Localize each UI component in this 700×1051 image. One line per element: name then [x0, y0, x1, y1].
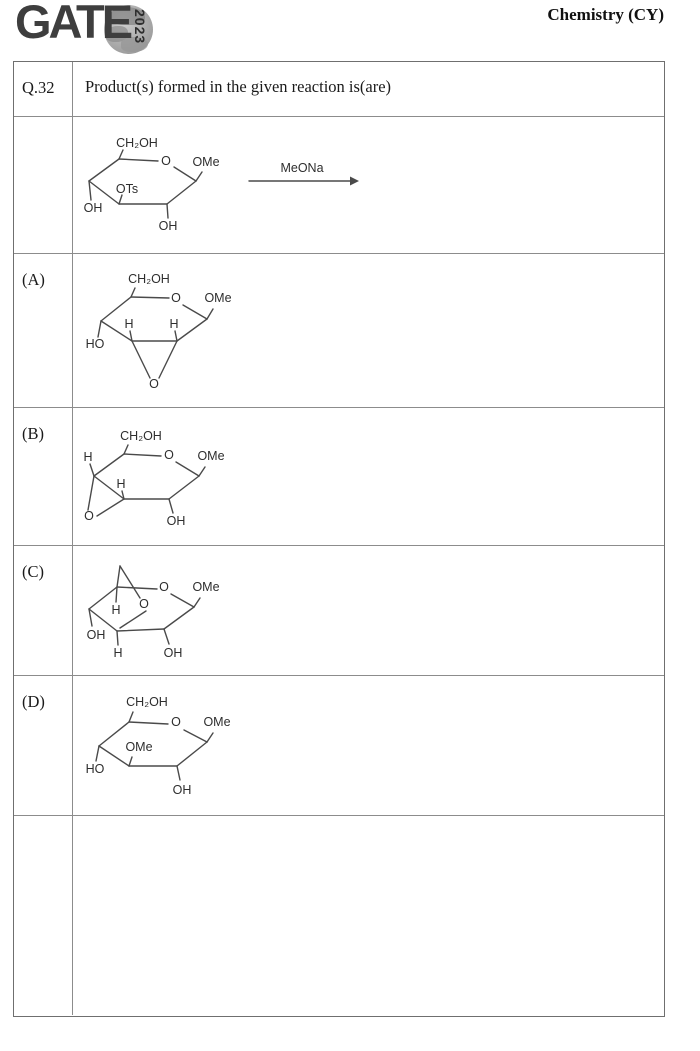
- empty-key-cell: [14, 816, 73, 1015]
- option-b-row: [14, 408, 664, 546]
- reaction-scheme-row: [14, 117, 664, 254]
- question-prompt: Product(s) formed in the given reaction is(are): [85, 77, 392, 96]
- h-top-label: H: [83, 450, 93, 464]
- empty-row: [14, 816, 664, 1015]
- ome-label: OMe: [192, 580, 220, 594]
- ring-oxygen-label: O: [161, 154, 171, 168]
- reaction-arrow: [249, 177, 359, 186]
- option-b-structure: [77, 424, 257, 536]
- option-b-key: (B): [14, 408, 73, 545]
- ho-label: HO: [85, 337, 105, 351]
- ome-label: OMe: [192, 155, 220, 169]
- ome-label: OMe: [204, 291, 232, 305]
- h-left-label: H: [111, 603, 121, 617]
- option-c-row: [14, 546, 664, 676]
- question-table: [13, 61, 665, 1017]
- oh-bottom-label: OH: [158, 219, 178, 233]
- option-a-row: [14, 254, 664, 408]
- option-a-key: (A): [14, 254, 73, 407]
- empty-key-cell: [14, 117, 73, 253]
- option-d-structure: [84, 694, 254, 804]
- oh-left-label: OH: [86, 628, 106, 642]
- ho-label: HO: [85, 762, 105, 776]
- paper-title: Chemistry (CY): [547, 5, 664, 24]
- ch2oh-label: CH₂OH: [116, 136, 158, 150]
- gate-logo-year: 2023: [132, 9, 148, 45]
- epoxide-oxygen-label: O: [84, 509, 94, 523]
- bond-lines: [88, 445, 205, 516]
- option-c-structure: [79, 557, 249, 669]
- ome-anomeric-label: OMe: [203, 715, 231, 729]
- h-left-label: H: [124, 317, 134, 331]
- ome-inner-label: OMe: [125, 740, 153, 754]
- h-right-label: H: [169, 317, 179, 331]
- bond-lines: [96, 712, 213, 780]
- reactant-structure: [74, 129, 374, 241]
- h-bottom-label: H: [113, 646, 123, 660]
- gate-logo-text: GATE: [15, 0, 131, 48]
- bridge-oxygen-label: O: [139, 597, 149, 611]
- h-inner-label: H: [116, 477, 126, 491]
- ots-label: OTs: [115, 182, 139, 196]
- oh-left-label: OH: [83, 201, 103, 215]
- option-d-row: [14, 676, 664, 816]
- epoxide-oxygen-label: O: [149, 377, 159, 391]
- option-c-key: (C): [14, 546, 73, 675]
- oh-right-label: OH: [163, 646, 183, 660]
- option-a-structure: [79, 264, 259, 396]
- bond-lines: [98, 288, 213, 378]
- empty-body-cell: [74, 816, 664, 1015]
- bond-lines: [89, 150, 202, 218]
- ring-oxygen-label: O: [164, 448, 174, 462]
- question-row: [14, 62, 664, 117]
- ch2oh-label: CH₂OH: [120, 429, 162, 443]
- option-d-key: (D): [14, 676, 73, 815]
- ring-oxygen-label: O: [159, 580, 169, 594]
- ring-oxygen-label: O: [171, 291, 181, 305]
- oh-label: OH: [166, 514, 186, 528]
- question-prompt-cell: [74, 62, 664, 116]
- ch2oh-label: CH₂OH: [126, 695, 168, 709]
- reagent-label: MeONa: [280, 161, 324, 175]
- gate-logo: [15, 2, 185, 58]
- question-number: Q.32: [14, 62, 73, 116]
- ome-label: OMe: [197, 449, 225, 463]
- ch2oh-label: CH₂OH: [128, 272, 170, 286]
- ring-oxygen-label: O: [171, 715, 181, 729]
- oh-label: OH: [172, 783, 192, 797]
